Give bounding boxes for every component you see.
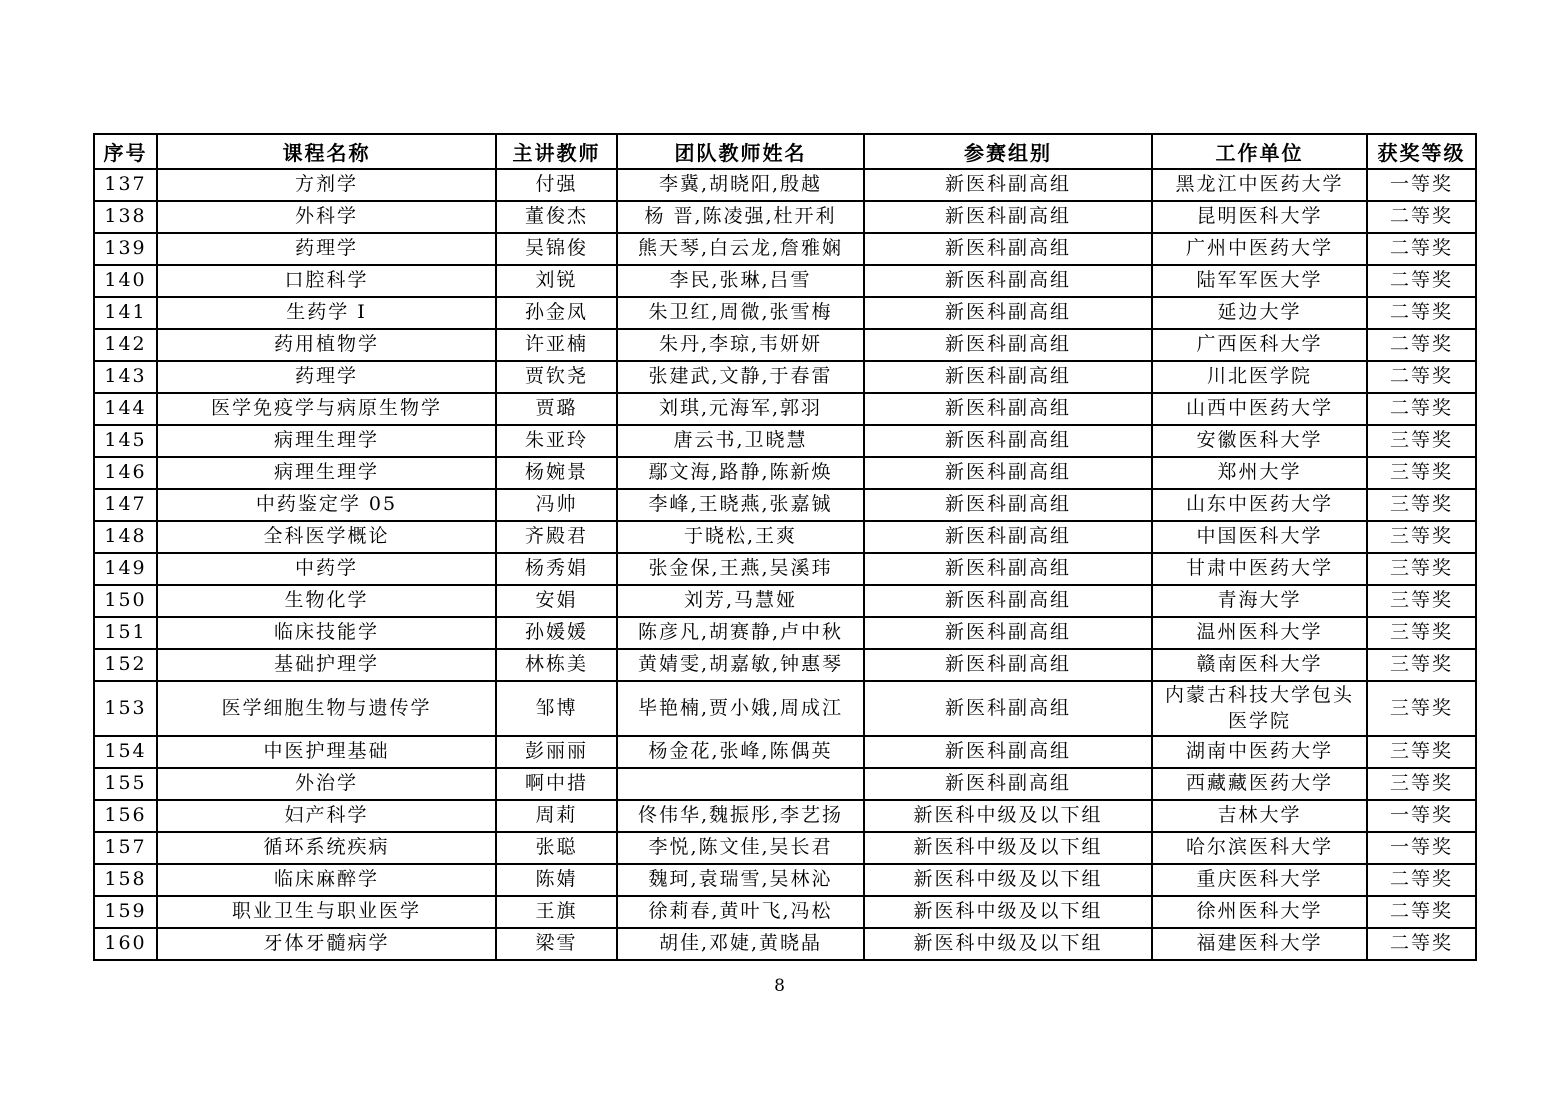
- header-row: [94, 134, 1476, 169]
- cell-award: 二等奖: [1367, 265, 1476, 297]
- cell-no: 148: [94, 521, 157, 553]
- cell-no: 138: [94, 201, 157, 233]
- cell-group: 新医科副高组: [864, 768, 1152, 800]
- awards-table: [93, 133, 1477, 961]
- cell-group: 新医科副高组: [864, 329, 1152, 361]
- cell-no: 149: [94, 553, 157, 585]
- cell-award: 二等奖: [1367, 201, 1476, 233]
- table-row: [94, 457, 1476, 489]
- cell-course: 生物化学: [157, 585, 496, 617]
- cell-award: 二等奖: [1367, 233, 1476, 265]
- cell-group: 新医科副高组: [864, 585, 1152, 617]
- cell-award: 三等奖: [1367, 736, 1476, 768]
- cell-teacher: 王旗: [496, 896, 617, 928]
- cell-group: 新医科副高组: [864, 425, 1152, 457]
- cell-course: 病理生理学: [157, 457, 496, 489]
- cell-course: 中药鉴定学 05: [157, 489, 496, 521]
- column-header-group: 参赛组别: [864, 134, 1152, 169]
- cell-course: 职业卫生与职业医学: [157, 896, 496, 928]
- cell-course: 药理学: [157, 233, 496, 265]
- cell-award: 一等奖: [1367, 169, 1476, 201]
- cell-group: 新医科中级及以下组: [864, 800, 1152, 832]
- cell-teacher: 安娟: [496, 585, 617, 617]
- cell-no: 158: [94, 864, 157, 896]
- table-row: [94, 649, 1476, 681]
- cell-group: 新医科副高组: [864, 393, 1152, 425]
- cell-no: 145: [94, 425, 157, 457]
- cell-course: 全科医学概论: [157, 521, 496, 553]
- cell-team: 熊天琴,白云龙,詹雅娴: [617, 233, 864, 265]
- cell-award: 三等奖: [1367, 457, 1476, 489]
- cell-teacher: 齐殿君: [496, 521, 617, 553]
- cell-team: 佟伟华,魏振彤,李艺扬: [617, 800, 864, 832]
- cell-group: 新医科中级及以下组: [864, 864, 1152, 896]
- cell-group: 新医科中级及以下组: [864, 832, 1152, 864]
- cell-no: 144: [94, 393, 157, 425]
- cell-course: 医学免疫学与病原生物学: [157, 393, 496, 425]
- cell-team: 杨金花,张峰,陈偶英: [617, 736, 864, 768]
- cell-group: 新医科副高组: [864, 521, 1152, 553]
- cell-org: 广州中医药大学: [1152, 233, 1367, 265]
- cell-team: 于晓松,王爽: [617, 521, 864, 553]
- cell-group: 新医科副高组: [864, 457, 1152, 489]
- cell-no: 139: [94, 233, 157, 265]
- cell-team: 唐云书,卫晓慧: [617, 425, 864, 457]
- cell-award: 三等奖: [1367, 768, 1476, 800]
- cell-award: 二等奖: [1367, 329, 1476, 361]
- table-row: [94, 681, 1476, 736]
- table-row: [94, 800, 1476, 832]
- cell-org: 川北医学院: [1152, 361, 1367, 393]
- cell-no: 155: [94, 768, 157, 800]
- cell-org: 山东中医药大学: [1152, 489, 1367, 521]
- cell-no: 143: [94, 361, 157, 393]
- cell-no: 157: [94, 832, 157, 864]
- cell-org: 安徽医科大学: [1152, 425, 1367, 457]
- cell-group: 新医科副高组: [864, 233, 1152, 265]
- cell-group: 新医科副高组: [864, 736, 1152, 768]
- page-number: 8: [774, 976, 785, 996]
- cell-no: 154: [94, 736, 157, 768]
- cell-teacher: 周莉: [496, 800, 617, 832]
- cell-course: 药理学: [157, 361, 496, 393]
- cell-teacher: 许亚楠: [496, 329, 617, 361]
- cell-award: 三等奖: [1367, 617, 1476, 649]
- cell-no: 146: [94, 457, 157, 489]
- cell-teacher: 梁雪: [496, 928, 617, 960]
- cell-course: 外科学: [157, 201, 496, 233]
- cell-course: 外治学: [157, 768, 496, 800]
- cell-org: 黑龙江中医药大学: [1152, 169, 1367, 201]
- cell-no: 150: [94, 585, 157, 617]
- cell-course: 药用植物学: [157, 329, 496, 361]
- cell-award: 二等奖: [1367, 361, 1476, 393]
- cell-no: 159: [94, 896, 157, 928]
- cell-teacher: 冯帅: [496, 489, 617, 521]
- cell-no: 152: [94, 649, 157, 681]
- cell-award: 二等奖: [1367, 393, 1476, 425]
- table-row: [94, 617, 1476, 649]
- column-header-team: 团队教师姓名: [617, 134, 864, 169]
- cell-teacher: 贾钦尧: [496, 361, 617, 393]
- table-body: [94, 169, 1476, 960]
- cell-no: 151: [94, 617, 157, 649]
- table-row: [94, 393, 1476, 425]
- cell-group: 新医科副高组: [864, 649, 1152, 681]
- cell-org: 甘肃中医药大学: [1152, 553, 1367, 585]
- cell-teacher: 杨秀娟: [496, 553, 617, 585]
- cell-teacher: 刘锐: [496, 265, 617, 297]
- table-row: [94, 521, 1476, 553]
- cell-team: 李悦,陈文佳,吴长君: [617, 832, 864, 864]
- cell-org: 赣南医科大学: [1152, 649, 1367, 681]
- cell-award: 二等奖: [1367, 297, 1476, 329]
- cell-award: 三等奖: [1367, 425, 1476, 457]
- cell-teacher: 贾璐: [496, 393, 617, 425]
- cell-no: 141: [94, 297, 157, 329]
- cell-award: 一等奖: [1367, 832, 1476, 864]
- cell-teacher: 付强: [496, 169, 617, 201]
- cell-team: 鄢文海,路静,陈新焕: [617, 457, 864, 489]
- cell-org: 昆明医科大学: [1152, 201, 1367, 233]
- cell-course: 医学细胞生物与遗传学: [157, 681, 496, 736]
- table-row: [94, 201, 1476, 233]
- cell-org: 温州医科大学: [1152, 617, 1367, 649]
- table-row: [94, 233, 1476, 265]
- cell-course: 生药学 I: [157, 297, 496, 329]
- cell-no: 147: [94, 489, 157, 521]
- cell-org: 重庆医科大学: [1152, 864, 1367, 896]
- cell-team: 朱丹,李琼,韦妍妍: [617, 329, 864, 361]
- cell-org: 湖南中医药大学: [1152, 736, 1367, 768]
- cell-org: 延边大学: [1152, 297, 1367, 329]
- table-row: [94, 297, 1476, 329]
- cell-group: 新医科副高组: [864, 617, 1152, 649]
- cell-course: 临床技能学: [157, 617, 496, 649]
- cell-team: 徐莉春,黄叶飞,冯松: [617, 896, 864, 928]
- cell-teacher: 邹博: [496, 681, 617, 736]
- cell-course: 基础护理学: [157, 649, 496, 681]
- table-row: [94, 928, 1476, 960]
- table-row: [94, 361, 1476, 393]
- cell-course: 口腔科学: [157, 265, 496, 297]
- cell-no: 153: [94, 681, 157, 736]
- cell-teacher: 林栋美: [496, 649, 617, 681]
- cell-team: 李民,张琳,吕雪: [617, 265, 864, 297]
- column-header-no: 序号: [94, 134, 157, 169]
- cell-team: 毕艳楠,贾小娥,周成江: [617, 681, 864, 736]
- cell-teacher: 啊中措: [496, 768, 617, 800]
- cell-award: 三等奖: [1367, 553, 1476, 585]
- cell-org: 郑州大学: [1152, 457, 1367, 489]
- table-row: [94, 489, 1476, 521]
- cell-team: 朱卫红,周微,张雪梅: [617, 297, 864, 329]
- cell-group: 新医科副高组: [864, 489, 1152, 521]
- table-row: [94, 832, 1476, 864]
- cell-teacher: 董俊杰: [496, 201, 617, 233]
- cell-no: 137: [94, 169, 157, 201]
- cell-org: 青海大学: [1152, 585, 1367, 617]
- cell-team: 魏珂,袁瑞雪,吴林沁: [617, 864, 864, 896]
- cell-course: 方剂学: [157, 169, 496, 201]
- cell-course: 循环系统疾病: [157, 832, 496, 864]
- cell-group: 新医科中级及以下组: [864, 896, 1152, 928]
- table-row: [94, 585, 1476, 617]
- cell-group: 新医科副高组: [864, 681, 1152, 736]
- cell-course: 中医护理基础: [157, 736, 496, 768]
- cell-org: 福建医科大学: [1152, 928, 1367, 960]
- cell-teacher: 吴锦俊: [496, 233, 617, 265]
- cell-award: 二等奖: [1367, 896, 1476, 928]
- cell-team: 刘琪,元海军,郭羽: [617, 393, 864, 425]
- cell-teacher: 孙媛媛: [496, 617, 617, 649]
- cell-teacher: 杨婉景: [496, 457, 617, 489]
- column-header-course: 课程名称: [157, 134, 496, 169]
- cell-group: 新医科副高组: [864, 265, 1152, 297]
- cell-award: 二等奖: [1367, 864, 1476, 896]
- cell-org: 陆军军医大学: [1152, 265, 1367, 297]
- cell-award: 三等奖: [1367, 681, 1476, 736]
- table-row: [94, 553, 1476, 585]
- cell-team: 李冀,胡晓阳,殷越: [617, 169, 864, 201]
- cell-teacher: 孙金凤: [496, 297, 617, 329]
- cell-award: 二等奖: [1367, 928, 1476, 960]
- cell-team: 李峰,王晓燕,张嘉铖: [617, 489, 864, 521]
- cell-org: 西藏藏医药大学: [1152, 768, 1367, 800]
- cell-course: 病理生理学: [157, 425, 496, 457]
- cell-no: 142: [94, 329, 157, 361]
- cell-org: 吉林大学: [1152, 800, 1367, 832]
- cell-team: 胡佳,邓婕,黄晓晶: [617, 928, 864, 960]
- cell-team: 张建武,文静,于春雷: [617, 361, 864, 393]
- cell-team: [617, 768, 864, 800]
- cell-course: 牙体牙髓病学: [157, 928, 496, 960]
- cell-group: 新医科副高组: [864, 361, 1152, 393]
- cell-org: 徐州医科大学: [1152, 896, 1367, 928]
- cell-group: 新医科副高组: [864, 169, 1152, 201]
- cell-teacher: 陈婧: [496, 864, 617, 896]
- cell-no: 160: [94, 928, 157, 960]
- cell-no: 140: [94, 265, 157, 297]
- table-row: [94, 768, 1476, 800]
- column-header-award: 获奖等级: [1367, 134, 1476, 169]
- cell-award: 三等奖: [1367, 489, 1476, 521]
- table-row: [94, 169, 1476, 201]
- cell-org: 内蒙古科技大学包头医学院: [1152, 681, 1367, 736]
- cell-team: 黄婧雯,胡嘉敏,钟惠琴: [617, 649, 864, 681]
- cell-course: 临床麻醉学: [157, 864, 496, 896]
- cell-award: 一等奖: [1367, 800, 1476, 832]
- cell-team: 杨 晋,陈凌强,杜开利: [617, 201, 864, 233]
- table-row: [94, 896, 1476, 928]
- cell-group: 新医科副高组: [864, 201, 1152, 233]
- cell-award: 三等奖: [1367, 521, 1476, 553]
- cell-no: 156: [94, 800, 157, 832]
- cell-team: 陈彦凡,胡赛静,卢中秋: [617, 617, 864, 649]
- column-header-org: 工作单位: [1152, 134, 1367, 169]
- cell-org: 哈尔滨医科大学: [1152, 832, 1367, 864]
- cell-award: 三等奖: [1367, 585, 1476, 617]
- cell-teacher: 彭丽丽: [496, 736, 617, 768]
- cell-org: 广西医科大学: [1152, 329, 1367, 361]
- cell-org: 中国医科大学: [1152, 521, 1367, 553]
- cell-group: 新医科中级及以下组: [864, 928, 1152, 960]
- cell-teacher: 张聪: [496, 832, 617, 864]
- table-row: [94, 864, 1476, 896]
- cell-group: 新医科副高组: [864, 297, 1152, 329]
- cell-group: 新医科副高组: [864, 553, 1152, 585]
- table-row: [94, 265, 1476, 297]
- cell-team: 刘芳,马慧娅: [617, 585, 864, 617]
- cell-team: 张金保,王燕,吴溪玮: [617, 553, 864, 585]
- cell-award: 三等奖: [1367, 649, 1476, 681]
- cell-org: 山西中医药大学: [1152, 393, 1367, 425]
- cell-course: 中药学: [157, 553, 496, 585]
- cell-course: 妇产科学: [157, 800, 496, 832]
- table-row: [94, 736, 1476, 768]
- table-row: [94, 425, 1476, 457]
- table-row: [94, 329, 1476, 361]
- cell-teacher: 朱亚玲: [496, 425, 617, 457]
- column-header-teacher: 主讲教师: [496, 134, 617, 169]
